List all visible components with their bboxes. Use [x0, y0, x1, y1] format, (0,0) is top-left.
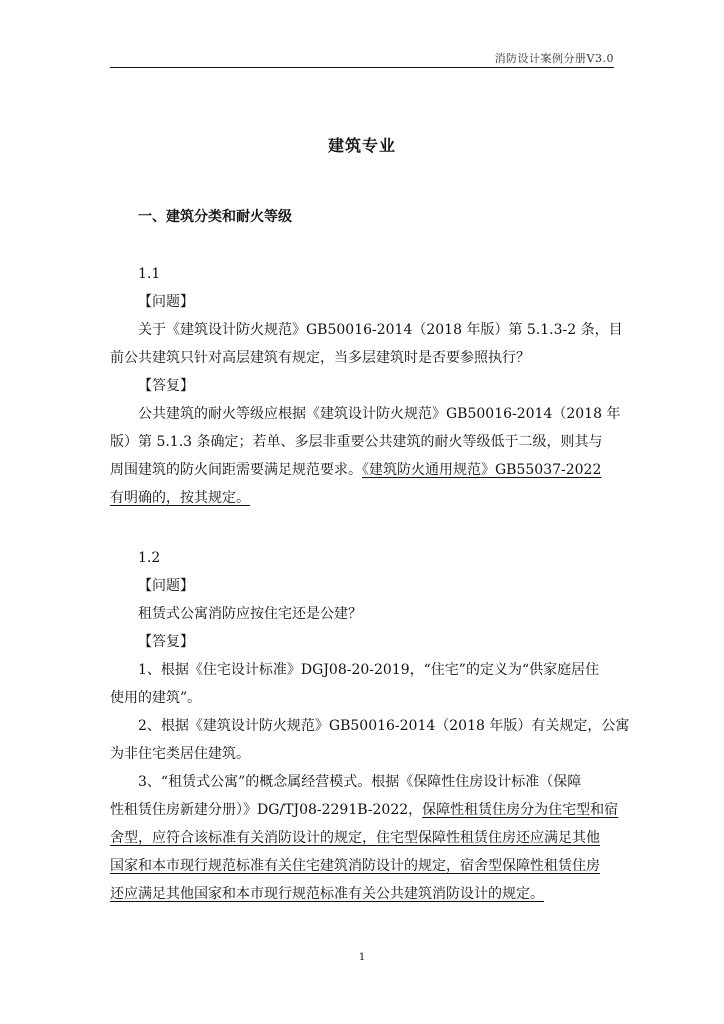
question-text: 租赁式公寓消防应按住宅还是公建？: [138, 606, 362, 622]
answer-text: [110, 852, 614, 880]
answer-text: 公共建筑的耐火等级应根据《建筑设计防火规范》GB50016-2014（2018 年: [138, 406, 621, 422]
answer-text-revision: 保障性租赁住房分为住宅型和宿: [422, 802, 619, 818]
answer-text: [110, 880, 614, 908]
answer-text: 1、根据《住宅设计标准》DGJ08-20-2019，“住宅”的定义为“供家庭居住: [138, 662, 600, 678]
answer-text-revision: 有明确的，按其规定。: [110, 490, 250, 506]
qa-item-1-1: [110, 260, 623, 512]
section-heading: 一、建筑分类和耐火等级: [138, 209, 292, 225]
answer-label: 【答复】: [138, 378, 194, 394]
answer-text: [110, 456, 614, 484]
answer-text-revision: 舍型，应符合该标准有关消防设计的规定，住宅型保障性租赁住房还应满足其他: [110, 830, 600, 846]
answer-text-revision: 《建筑防火通用规范》GB55037-2022: [362, 462, 602, 478]
question-label: 【问题】: [138, 578, 194, 594]
question-label: 【问题】: [138, 294, 194, 310]
running-header: 消防设计案例分册V3.0: [494, 52, 614, 65]
answer-text: [110, 796, 619, 824]
qa-item-1-2: [110, 544, 630, 908]
question-text: 关于《建筑设计防火规范》GB50016-2014（2018 年版）第 5.1.3-2 条，目: [138, 322, 623, 338]
answer-text-plain: 周围建筑的防火间距需要满足规范要求。: [110, 462, 362, 478]
answer-text: 为非住宅类居住建筑。: [110, 746, 250, 762]
answer-label: 【答复】: [138, 634, 194, 650]
answer-text-revision: 国家和本市现行规范标准有关住宅建筑消防设计的规定，宿舍型保障性租赁住房: [110, 858, 600, 874]
answer-text-revision: 还应满足其他国家和本市现行规范标准有关公共建筑消防设计的规定。: [110, 886, 544, 902]
question-text: 前公共建筑只针对高层建筑有规定，当多层建筑时是否要参照执行？: [110, 350, 530, 366]
answer-text: 版）第 5.1.3 条确定；若单、多层非重要公共建筑的耐火等级低于二级，则其与: [110, 434, 603, 450]
item-number: 1.2: [138, 550, 161, 566]
answer-text: 2、根据《建筑设计防火规范》GB50016-2014（2018 年版）有关规定，公寓: [138, 718, 630, 734]
answer-text: [110, 484, 614, 512]
answer-text-plain: 性租赁住房新建分册）》DG/TJ08-2291B-2022，: [110, 802, 423, 818]
page-number: 1: [358, 952, 366, 963]
document-title: 建筑专业: [327, 136, 396, 155]
answer-text: [110, 824, 614, 852]
answer-text: 使用的建筑”。: [110, 690, 202, 706]
header-divider: [110, 67, 614, 68]
item-number: 1.1: [138, 266, 161, 282]
answer-text: 3、“租赁式公寓”的概念属经营模式。根据《保障性住房设计标准（保障: [138, 774, 582, 790]
